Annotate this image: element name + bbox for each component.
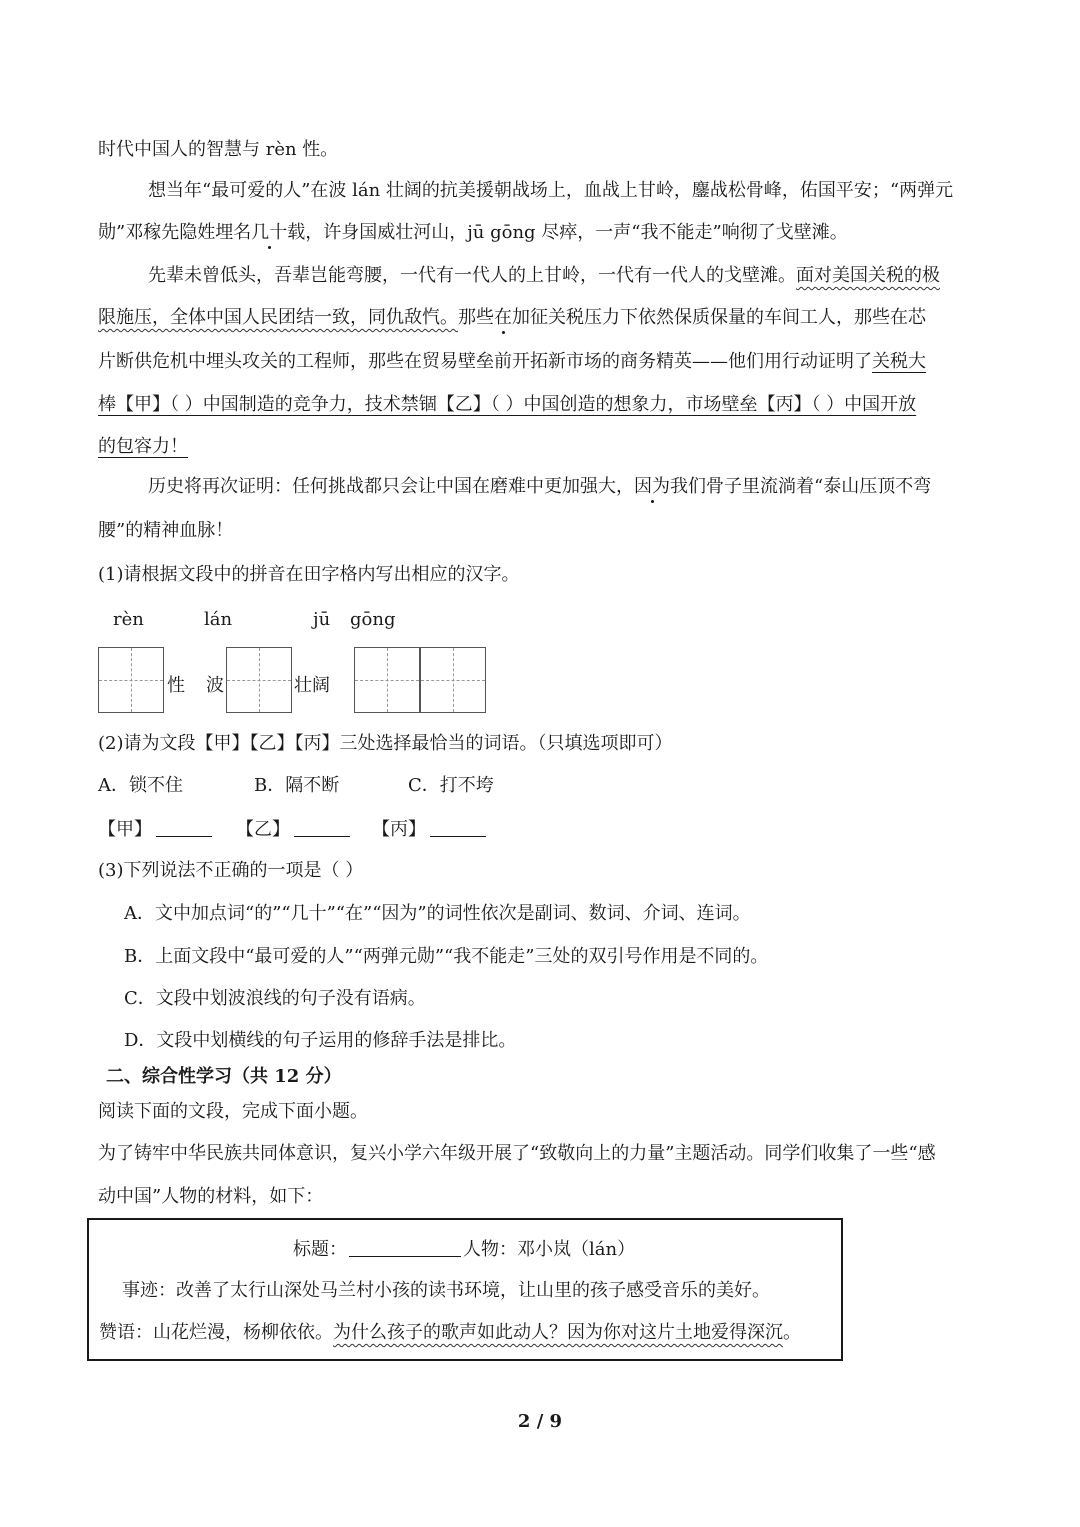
passage-line: 时代中国人的智慧与 rèn 性。 xyxy=(98,139,339,160)
option-c: C．打不垮 xyxy=(408,775,494,796)
question-3-prompt: (3)下列说法不正确的一项是（ ） xyxy=(98,860,364,881)
text-segment: 加征关税压力下依然保质保量的车间工人，那些在芯 xyxy=(512,307,926,328)
grid-suffix-label: 性 xyxy=(167,675,185,696)
writing-grid-cell[interactable] xyxy=(226,647,292,713)
text-segment: 先辈未曾低头，吾辈岂能弯腰，一代有一代人的上甘岭，一代有一代人的戈壁滩。 xyxy=(148,265,796,286)
passage-line xyxy=(98,396,916,414)
writing-grid-cell[interactable] xyxy=(98,647,164,713)
section-heading: 二、综合性学习（共 12 分） xyxy=(106,1066,342,1087)
blank-label: 【丙】 xyxy=(372,819,426,840)
card-title-label: 标题： xyxy=(293,1239,347,1260)
section-intro: 阅读下面的文段，完成下面小题。 xyxy=(98,1101,368,1122)
grid-prefix-label: 波 xyxy=(206,675,224,696)
question-2-prompt: (2)请为文段【甲】【乙】【丙】三处选择最恰当的词语。（只填选项即可） xyxy=(98,733,673,754)
card-deeds: 事迹：改善了太行山深处马兰村小孩的读书环境，让山里的孩子感受音乐的美好。 xyxy=(122,1280,770,1301)
passage-line xyxy=(98,353,926,371)
answer-underline xyxy=(294,820,350,837)
pinyin-label: gōng xyxy=(350,609,396,630)
text-segment: 勋”邓稼先隐姓埋名 xyxy=(98,222,252,243)
option-a: A．锁不住 xyxy=(98,775,183,796)
option-b: B．上面文段中“最可爱的人”“两弹元勋”“我不能走”三处的双引号作用是不同的。 xyxy=(124,946,769,967)
page-number: 2 / 9 xyxy=(517,1411,563,1432)
dotted-word: 几十 xyxy=(251,222,288,243)
writing-grid-cell[interactable] xyxy=(354,647,420,713)
blank-label: 【乙】 xyxy=(236,819,290,840)
grid-suffix-label: 壮阔 xyxy=(294,675,330,696)
pinyin-label: rèn xyxy=(113,609,144,630)
text-segment: 片断供危机中埋头攻关的工程师，那些在贸易壁垒前开拓新市场的商务精英——他们用行动证明了 xyxy=(98,351,872,372)
text-segment: 我们骨子里流淌着“泰山压顶不弯 xyxy=(670,476,932,497)
passage-line: 想当年“最可爱的人”在波 lán 壮阔的抗美援朝战场上，血战上甘岭，鏖战松骨峰，佑国平安；“两弹元 xyxy=(148,180,954,201)
option-c: C．文段中划波浪线的句子没有语病。 xyxy=(124,988,426,1009)
card-praise xyxy=(99,1324,801,1342)
wavy-underlined-text: 为什么孩子的歌声如此动人？因为你对这片土地爱得深沉 xyxy=(333,1322,783,1343)
card-title-row xyxy=(293,1240,635,1259)
blank-label: 【甲】 xyxy=(98,819,152,840)
dotted-word: 在 xyxy=(494,307,512,328)
underlined-text: 棒【甲】（ ）中国制造的竞争力，技术禁锢【乙】（ ）中国创造的想象力，市场壁垒【丙】（ ）中国开放 xyxy=(98,394,917,415)
answer-blank-jia[interactable] xyxy=(98,820,212,839)
title-answer-blank[interactable] xyxy=(349,1240,461,1257)
answer-blank-yi[interactable] xyxy=(236,820,350,839)
answer-underline xyxy=(430,820,486,837)
passage-line xyxy=(148,267,940,285)
text-segment: 那些 xyxy=(458,307,494,328)
pinyin-label: lán xyxy=(204,609,233,630)
underlined-text: 的包容力！ xyxy=(98,436,188,457)
answer-blank-bing[interactable] xyxy=(372,820,486,839)
person-card xyxy=(87,1218,843,1361)
option-a: A．文中加点词“的”“几十”“在”“因为”的词性依次是副词、数词、介词、连词。 xyxy=(124,903,751,924)
text-segment: 载，许身国威壮河山，jū gōng 尽瘁，一声“我不能走”响彻了戈壁滩。 xyxy=(287,222,848,243)
answer-underline xyxy=(156,820,212,837)
section-paragraph: 为了铸牢中华民族共同体意识，复兴小学六年级开展了“致敬向上的力量”主题活动。同学们收集了一些“感 xyxy=(98,1143,936,1164)
text-segment: 历史将再次证明：任何挑战都只会让中国在磨难中更加强大， xyxy=(148,476,634,497)
option-d: D．文段中划横线的句子运用的修辞手法是排比。 xyxy=(124,1030,517,1051)
passage-line xyxy=(98,309,926,327)
card-person: 人物：邓小岚（lán） xyxy=(463,1239,636,1260)
writing-grid-cell[interactable] xyxy=(420,647,486,713)
passage-line xyxy=(148,478,931,496)
pinyin-label: jū xyxy=(313,609,331,630)
dotted-word: 因为 xyxy=(634,476,670,497)
wavy-underlined-text: 面对美国关税的极 xyxy=(796,265,940,286)
wavy-underlined-text: 限施压，全体中国人民团结一致，同仇敌忾。 xyxy=(98,307,458,328)
question-1-prompt: (1)请根据文段中的拼音在田字格内写出相应的汉字。 xyxy=(98,564,520,585)
text-segment: 。 xyxy=(783,1322,801,1343)
underlined-text: 关税大 xyxy=(872,351,926,372)
section-paragraph: 动中国”人物的材料，如下： xyxy=(98,1186,324,1207)
passage-line: 腰”的精神血脉！ xyxy=(98,520,234,541)
passage-line xyxy=(98,438,188,456)
text-segment: 赞语：山花烂漫，杨柳依依。 xyxy=(99,1322,333,1343)
passage-line xyxy=(98,224,848,242)
option-b: B．隔不断 xyxy=(254,775,340,796)
